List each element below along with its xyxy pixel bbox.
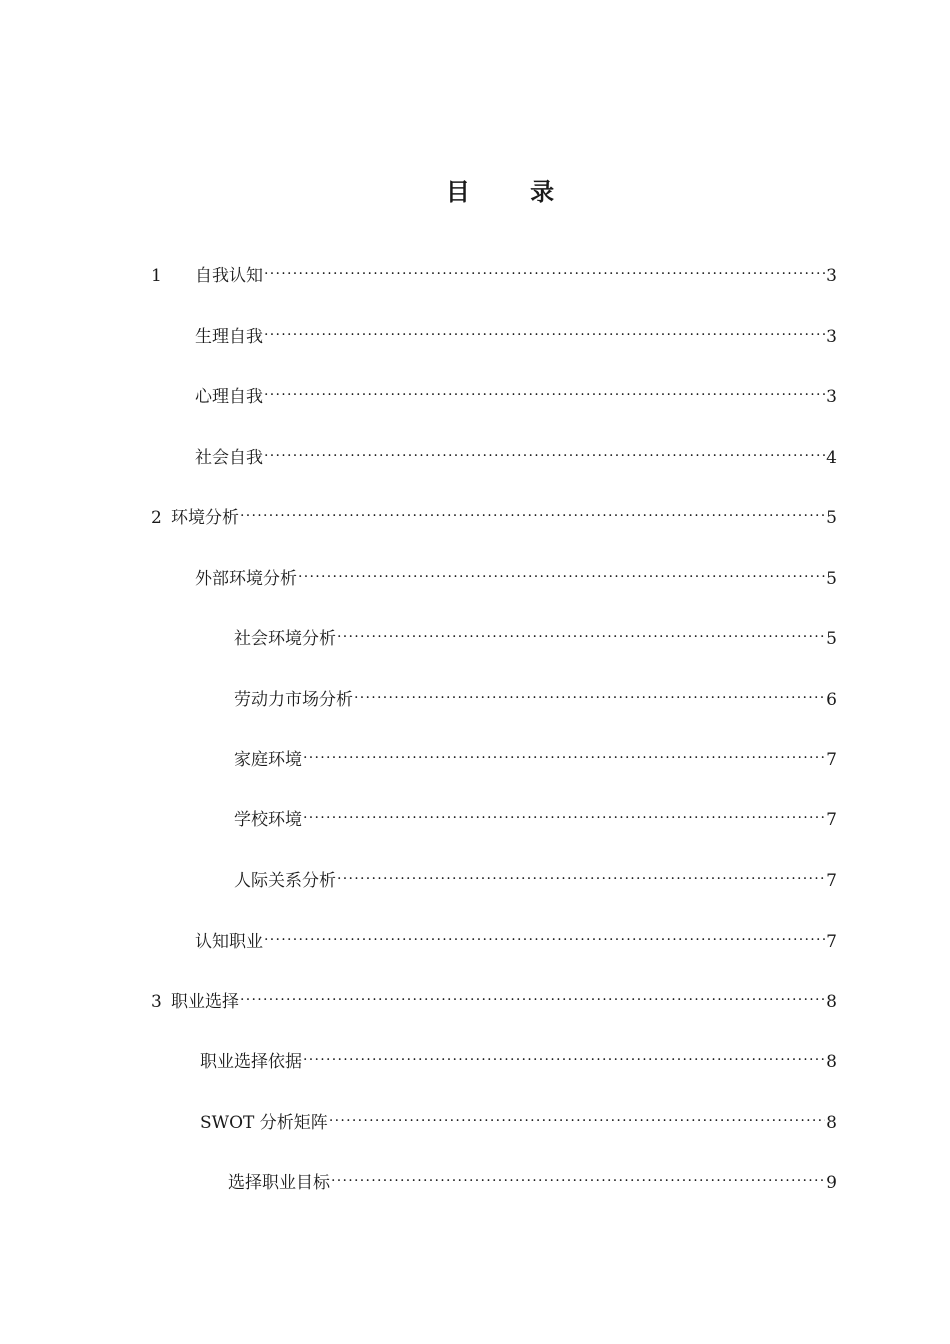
toc-entry-page: 5 xyxy=(826,508,837,528)
toc-entry-page: 5 xyxy=(826,569,837,589)
toc-entry-label: 自我认知 xyxy=(195,266,263,286)
toc-entry-page: 8 xyxy=(826,1052,837,1072)
toc-entry[interactable] xyxy=(195,378,837,407)
toc-entry[interactable] xyxy=(195,318,837,347)
dot-leader xyxy=(329,1104,825,1128)
toc-entry-label: SWOT 分析矩阵 xyxy=(200,1113,328,1133)
dot-leader xyxy=(264,923,825,947)
toc-entry-label: 外部环境分析 xyxy=(195,569,297,589)
toc-entry-page: 6 xyxy=(826,690,837,710)
toc-entry[interactable] xyxy=(195,923,837,952)
toc-entry[interactable] xyxy=(234,801,837,830)
toc-entry-page: 3 xyxy=(826,266,837,286)
toc-entry[interactable] xyxy=(195,560,837,589)
dot-leader xyxy=(298,560,825,584)
toc-entry[interactable] xyxy=(200,1043,837,1072)
toc-entry-label: 社会环境分析 xyxy=(234,629,336,649)
toc-entry-number: 3 xyxy=(151,992,162,1012)
toc-entry-label: 职业选择 xyxy=(171,992,239,1012)
toc-entry-label: 学校环境 xyxy=(234,810,302,830)
dot-leader xyxy=(303,801,825,825)
dot-leader xyxy=(264,318,825,342)
toc-entry-label: 职业选择依据 xyxy=(200,1052,302,1072)
toc-entry-label: 认知职业 xyxy=(195,932,263,952)
toc-entry[interactable] xyxy=(228,1164,837,1193)
toc-entry-page: 9 xyxy=(826,1173,837,1193)
dot-leader xyxy=(303,741,825,765)
toc-entry[interactable] xyxy=(151,499,837,528)
toc-entry-label: 心理自我 xyxy=(195,387,263,407)
toc-entry-page: 4 xyxy=(826,448,837,468)
toc-entry-page: 7 xyxy=(826,932,837,952)
dot-leader xyxy=(240,983,825,1007)
dot-leader xyxy=(331,1164,825,1188)
toc-entry-label: 社会自我 xyxy=(195,448,263,468)
dot-leader xyxy=(337,862,825,886)
dot-leader xyxy=(240,499,825,523)
toc-entry[interactable] xyxy=(195,439,837,468)
toc-entry-label: 劳动力市场分析 xyxy=(234,690,353,710)
toc-entry-page: 7 xyxy=(826,750,837,770)
toc-entry[interactable] xyxy=(151,257,837,286)
dot-leader xyxy=(354,681,825,705)
toc-entry-page: 7 xyxy=(826,871,837,891)
toc-entry[interactable] xyxy=(234,681,837,710)
dot-leader xyxy=(337,620,825,644)
toc-entry-page: 8 xyxy=(826,1113,837,1133)
toc-entry-label: 人际关系分析 xyxy=(234,871,336,891)
toc-entry[interactable] xyxy=(200,1104,837,1133)
toc-entry-number: 2 xyxy=(151,508,162,528)
toc-entry-page: 8 xyxy=(826,992,837,1012)
toc-entry-page: 5 xyxy=(826,629,837,649)
toc-entry-page: 3 xyxy=(826,387,837,407)
toc-entry-page: 7 xyxy=(826,810,837,830)
toc-entry[interactable] xyxy=(234,741,837,770)
toc-entry-label: 家庭环境 xyxy=(234,750,302,770)
dot-leader xyxy=(303,1043,825,1067)
toc-entry-label: 环境分析 xyxy=(171,508,239,528)
toc-entry[interactable] xyxy=(151,983,837,1012)
toc-entry-label: 生理自我 xyxy=(195,327,263,347)
dot-leader xyxy=(264,257,825,281)
toc-entry-page: 3 xyxy=(826,327,837,347)
toc-title: 目 录 xyxy=(445,178,581,206)
dot-leader xyxy=(264,439,825,463)
toc-entry-label: 选择职业目标 xyxy=(228,1173,330,1193)
dot-leader xyxy=(264,378,825,402)
toc-entry[interactable] xyxy=(234,862,837,891)
toc-entry-number: 1 xyxy=(151,266,162,286)
toc-entry[interactable] xyxy=(234,620,837,649)
